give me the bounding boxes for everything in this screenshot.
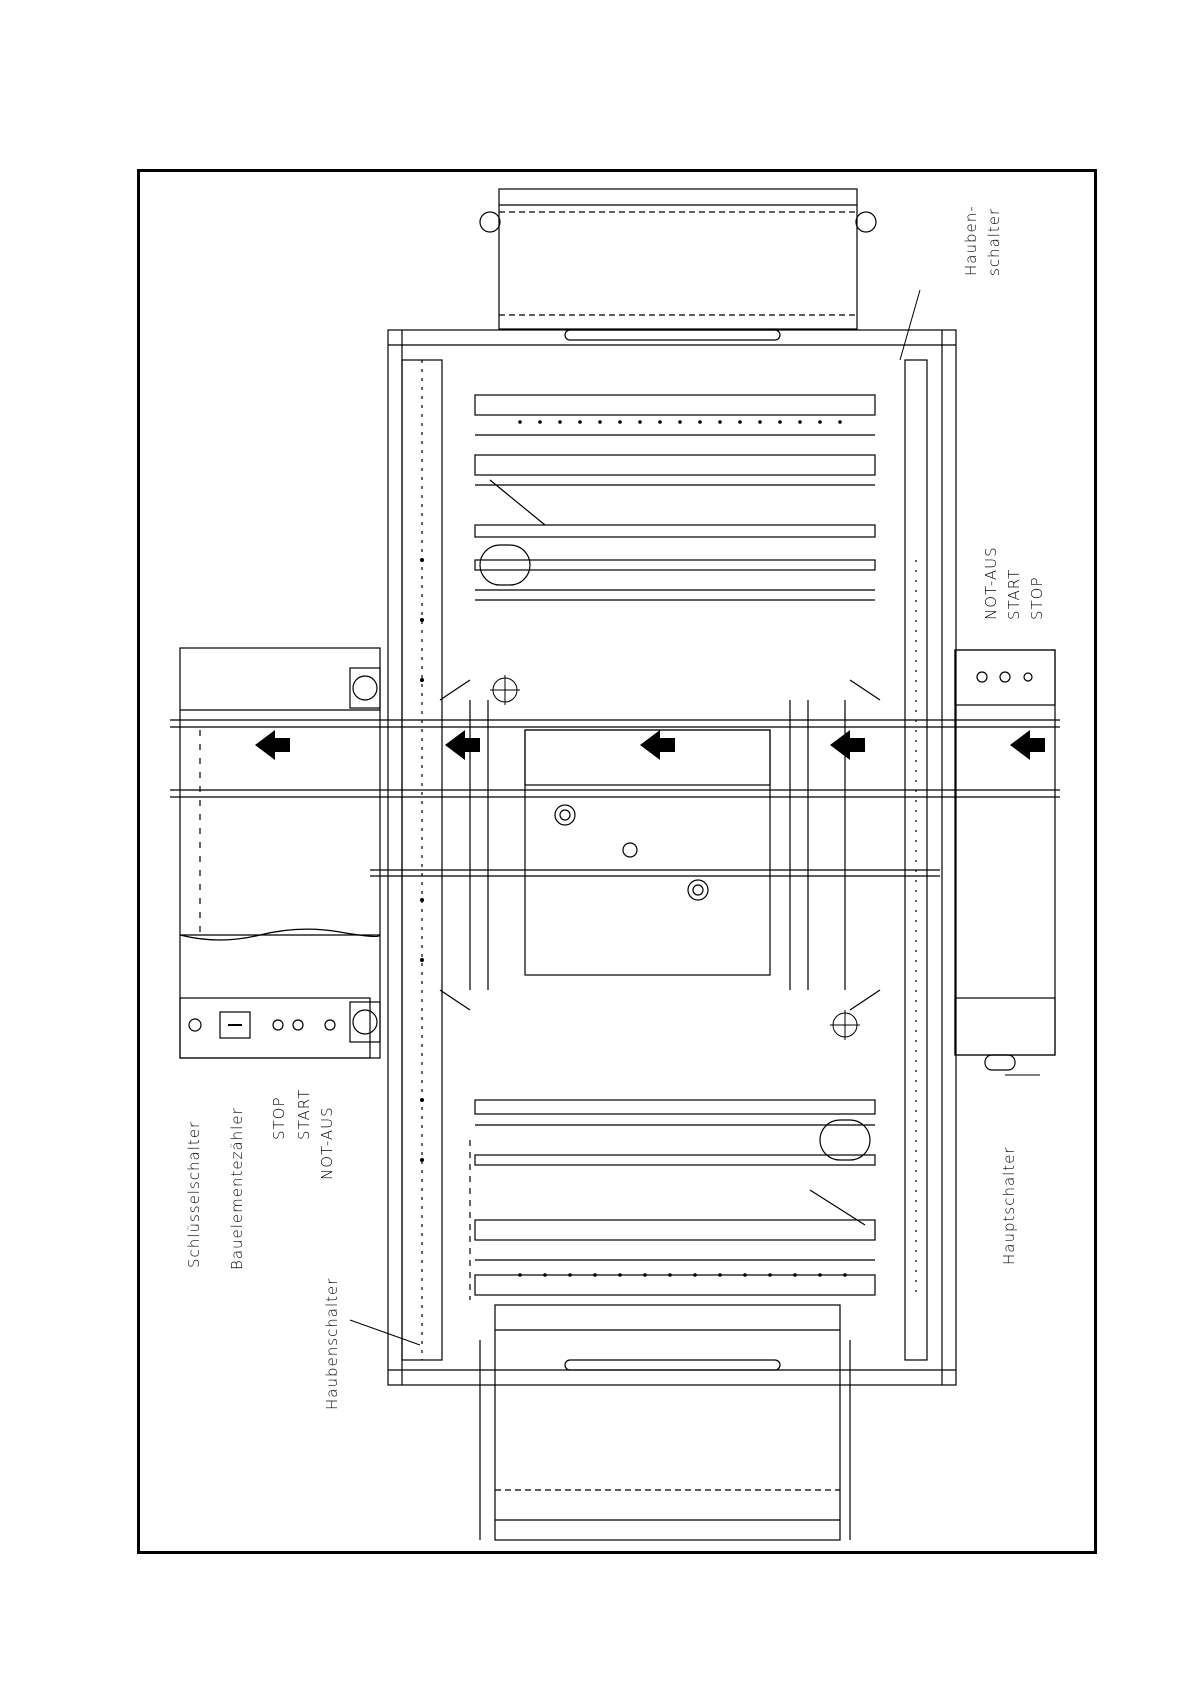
crosshair-icon: [830, 1010, 860, 1040]
flow-arrow-icon: [255, 730, 290, 760]
flow-arrow-icon: [640, 730, 675, 760]
flow-arrow-icon: [830, 730, 865, 760]
machine-body: [388, 330, 956, 1385]
bottom-conveyor: [495, 1305, 840, 1540]
stop-left-label: STOP: [270, 1096, 288, 1140]
top-conveyor: [499, 189, 857, 329]
left-rail: [402, 360, 442, 1360]
hauptschalter-label: Hauptschalter: [1000, 1146, 1018, 1265]
lower-module: [475, 1100, 875, 1114]
not-aus-left-label: NOT-AUS: [318, 1106, 336, 1180]
start-right-label: START: [1005, 568, 1023, 620]
crosshair-icon: [490, 675, 520, 705]
start-left-label: START: [295, 1088, 313, 1140]
flow-arrow-icon: [1010, 730, 1045, 760]
haubenschalter-top-label-2: schalter: [985, 207, 1003, 276]
haubenschalter-bottom-label: Haubenschalter: [323, 1277, 341, 1410]
schluesselschalter-label: Schlüsselschalter: [185, 1120, 203, 1268]
flow-arrow-icon: [445, 730, 480, 760]
haubenschalter-top-label-1: Hauben-: [962, 205, 980, 276]
stop-right-label: STOP: [1028, 576, 1046, 620]
bauelementezaehler-label: Bauelementezähler: [228, 1107, 246, 1270]
not-aus-right-label: NOT-AUS: [982, 546, 1000, 620]
upper-module: [475, 395, 875, 415]
right-panel: [955, 650, 1055, 1055]
center-plate: [525, 730, 770, 975]
